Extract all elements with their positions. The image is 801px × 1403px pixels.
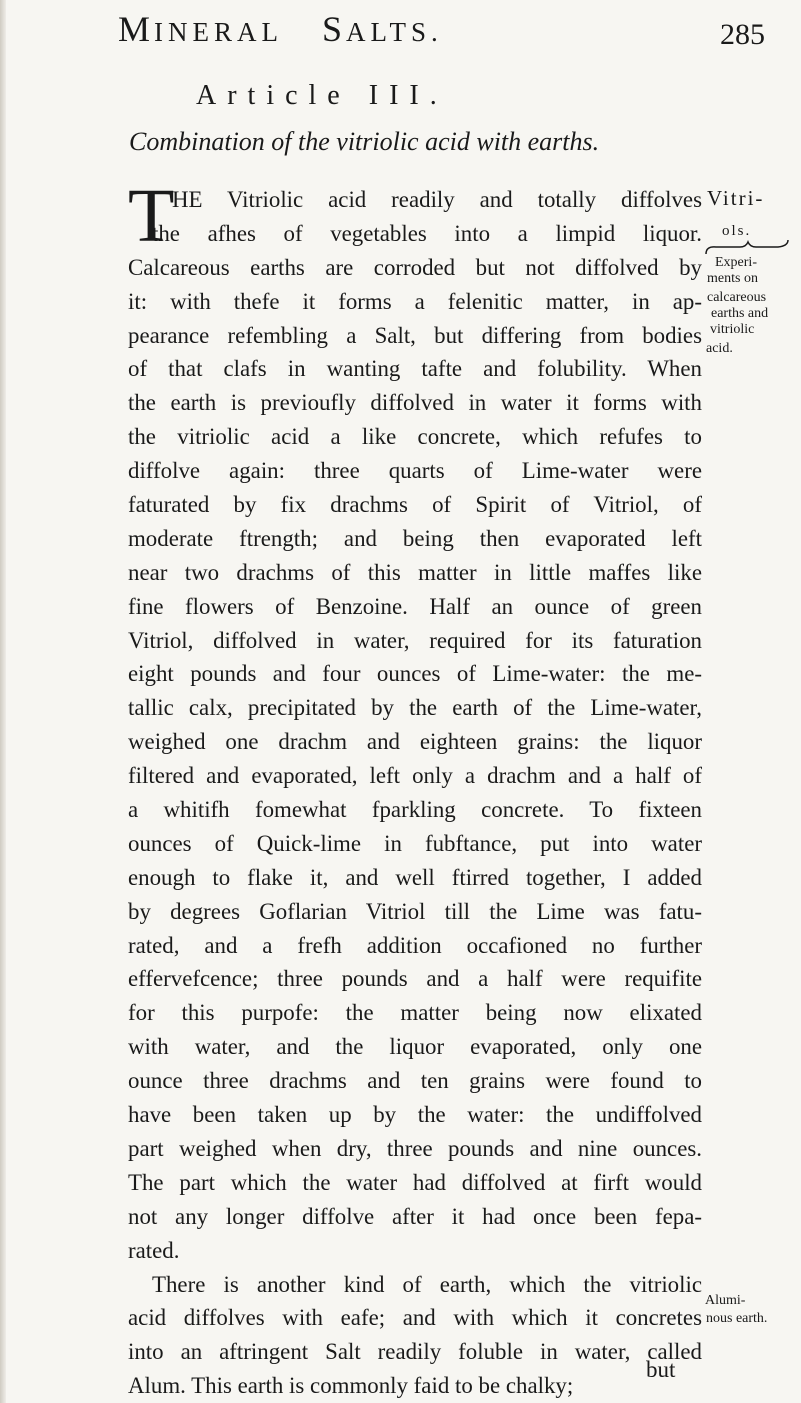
running-head-word2: ALTS. [346,17,443,47]
text-line: the afhes of vegetables into a limpid liquor. [152,220,702,246]
text-line: filtered and evaporated, left only a drachm and a half of [128,763,702,789]
text-line: Vitriol, diffolved in water, required for its faturation [128,627,702,653]
margin-note-line-4: earths and [711,306,769,321]
page-number: 285 [720,18,765,51]
margin-note-vitriols-head: Vitri- [707,186,765,210]
article-subtitle: Combination of the vitriolic acid with earths. [129,127,600,156]
text-line: diffolve again: three quarts of Lime-water were [128,458,702,484]
text-line: the vitriolic acid a like concrete, which refufes to [128,424,702,450]
text-line: ounces of Quick-lime in fubftance, put into water [128,830,702,856]
margin-note-line-3: calcareous [707,290,767,305]
text-line: acid diffolves with eafe; and with which it concretes [128,1305,702,1331]
text-line: for this purpofe: the matter being now elixated [128,1000,702,1026]
text-line: by degrees Goflarian Vitriol till the Lime was fatu- [128,898,702,924]
text-line: HE Vitriolic acid readily and totally diffolves [172,187,702,212]
running-head [118,8,443,50]
text-line: There is another kind of earth, which the vitriolic [152,1271,702,1297]
text-line: near two drachms of this matter in little maffes like [128,559,702,585]
text-line: the earth is previoufly diffolved in water it forms with [128,390,702,416]
margin-note-line-6: acid. [706,341,733,356]
margin-note-line-2: ments on [707,271,758,286]
margin-note-alum-2: nous earth. [706,1311,768,1326]
text-line: The part which the water had diffolved at firft would [128,1169,702,1195]
text-line: a whitifh fomewhat fparkling concrete. To fixteen [128,797,702,823]
text-line: have been taken up by the water: the undiffolved [128,1102,702,1128]
running-head-word1: INERAL [154,17,283,47]
text-line: ounce three drachms and ten grains were found to [128,1068,702,1094]
text-line: part weighed when dry, three pounds and nine ounces. [128,1135,702,1161]
text-line: tallic calx, precipitated by the earth of the Lime-water, [128,695,702,721]
article-heading: Article III. [196,80,448,111]
text-line: into an aftringent Salt readily foluble in water, called [128,1339,702,1365]
margin-note-line-1: Experi- [715,255,757,270]
running-head-initial-2: S [322,9,347,49]
text-line: not any longer diffolve after it had once been fepa- [128,1203,702,1229]
text-line: fine flowers of Benzoine. Half an ounce of green [128,593,702,619]
drop-cap: T [128,174,175,258]
margin-note-vitriols-head-2: ols. [722,223,752,239]
text-line: rated, and a frefh addition occafioned no further [128,932,702,958]
text-line: it: with thefe it forms a felenitic matter, in ap- [128,288,702,314]
text-line: rated. [128,1237,180,1263]
text-line: weighed one drachm and eighteen grains: the liquor [128,729,702,755]
text-line: enough to flake it, and well ftirred together, I added [128,864,702,890]
text-line: effervefcence; three pounds and a half were requifite [128,966,702,992]
text-line: Calcareous earths are corroded but not diffolved by [128,254,702,280]
text-line: pearance refembling a Salt, but differing from bodies [128,322,702,348]
text-line: with water, and the liquor evaporated, only one [128,1034,702,1060]
margin-note-line-5: vitriolic [710,322,755,337]
catchword: but [646,1357,676,1382]
body-text [128,174,702,1403]
text-line: eight pounds and four ounces of Lime-water: the me- [128,661,702,687]
text-line: faturated by fix drachms of Spirit of Vitriol, of [128,492,702,518]
text-line: of that clafs in wanting tafte and folubility. When [128,356,702,382]
binding-edge [0,0,6,1403]
text-line: moderate ftrength; and being then evaporated left [128,525,702,551]
running-head-initial: M [118,9,155,49]
text-line: Alum. This earth is commonly faid to be chalky; [128,1373,574,1399]
margin-note-alum-1: Alumi- [705,1293,746,1308]
